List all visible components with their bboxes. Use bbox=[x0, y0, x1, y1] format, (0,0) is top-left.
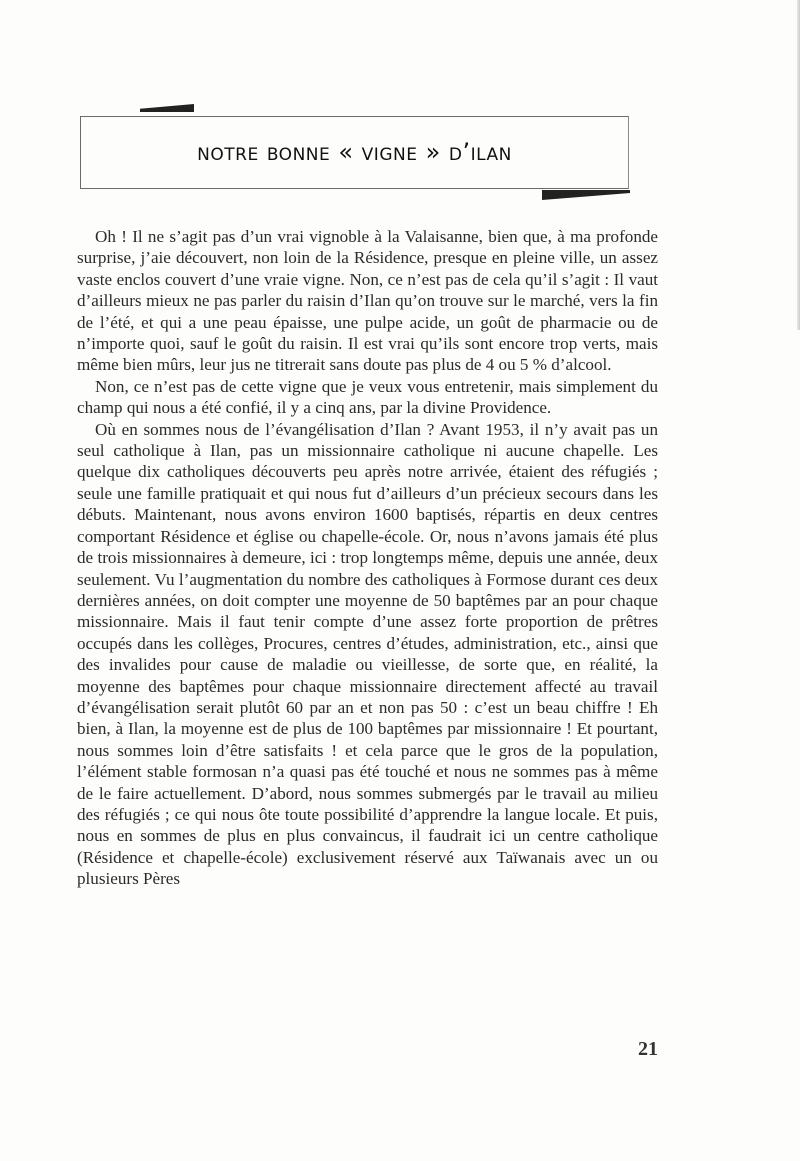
paragraph-1: Oh ! Il ne s’agit pas d’un vrai vignoble à la Valaisanne, bien que, à ma profonde surprise, j’aie découvert, non loin de la Résidence, presque en pleine ville, un assez vaste enclos couvert d’une vraie vigne. Non, ce n’est pas de cela qu’il s’agit : Il vaut d’ailleurs mieux ne pas parler du raisin d’Ilan qu’on trouve sur le marché, vers la fin de l’été, et qui a une peau épaisse, une pulpe acide, un goût de pharmacie ou de n’importe quoi, sauf le goût du raisin. Il est vrai qu’ils sont encore trop verts, mais même bien mûrs, leur jus ne titrerait sans doute pas plus de 4 ou 5 % d’alcool. bbox=[77, 227, 658, 375]
paragraph-2: Non, ce n’est pas de cette vigne que je veux vous entretenir, mais simplement du champ qui nous a été confié, il y a cinq ans, par la divine Providence. bbox=[77, 376, 658, 418]
page-title: notre bonne « vigne » d’ilan bbox=[197, 138, 512, 166]
page-number: 21 bbox=[638, 1038, 658, 1060]
paragraph-3: Où en sommes nous de l’évangélisation d’Ilan ? Avant 1953, il n’y avait pas un seul catholique à Ilan, pas un missionnaire catholique ni aucune chapelle. Les quelque dix catholiques découverts peu après notre arrivée, étaient des réfugiés ; seule une famille pratiquait et qui nous fut d’ailleurs d’un précieux secours dans les débuts. Maintenant, nous avons environ 1600 baptisés, répartis en deux centres comportant Résidence et église ou chapelle-école. Or, nous n’avons jamais été plus de trois missionnaires à demeure, ici : trop longtemps même, depuis une année, deux seulement. Vu l’augmentation du nombre des catholiques à Formose durant ces deux dernières années, on doit compter une moyenne de 50 baptêmes par an pour chaque missionnaire. Mais il faut tenir compte d’une assez forte proportion de prêtres occupés dans les collèges, Procures, centres d’études, administration, etc., ainsi que des invalides pour cause de maladie ou vieillesse, de sorte que, en réalité, la moyenne des baptêmes pour chaque missionnaire directement affecté au travail d’évangélisation serait plutôt 60 par an et non pas 50 : c’est un beau chiffre ! Eh bien, à Ilan, la moyenne est de plus de 100 baptêmes par missionnaire ! Et pourtant, nous sommes loin d’être satisfaits ! et cela parce que le gros de la population, l’élément stable formosan n’a quasi pas été touché et nous ne sommes pas à même de le faire actuellement. D’abord, nous sommes submergés par le travail au milieu des réfugiés ; ce qui nous ôte toute possibilité d’apprendre la langue locale. Et puis, nous en sommes de plus en plus convaincus, il faudrait ici un centre catholique (Résidence et chapelle-école) exclusivement réservé aux Taïwanais avec un ou plusieurs Pères bbox=[77, 419, 658, 889]
article-body bbox=[77, 226, 658, 890]
title-ornament-bottom bbox=[542, 190, 630, 200]
title-ornament-top bbox=[140, 104, 194, 112]
